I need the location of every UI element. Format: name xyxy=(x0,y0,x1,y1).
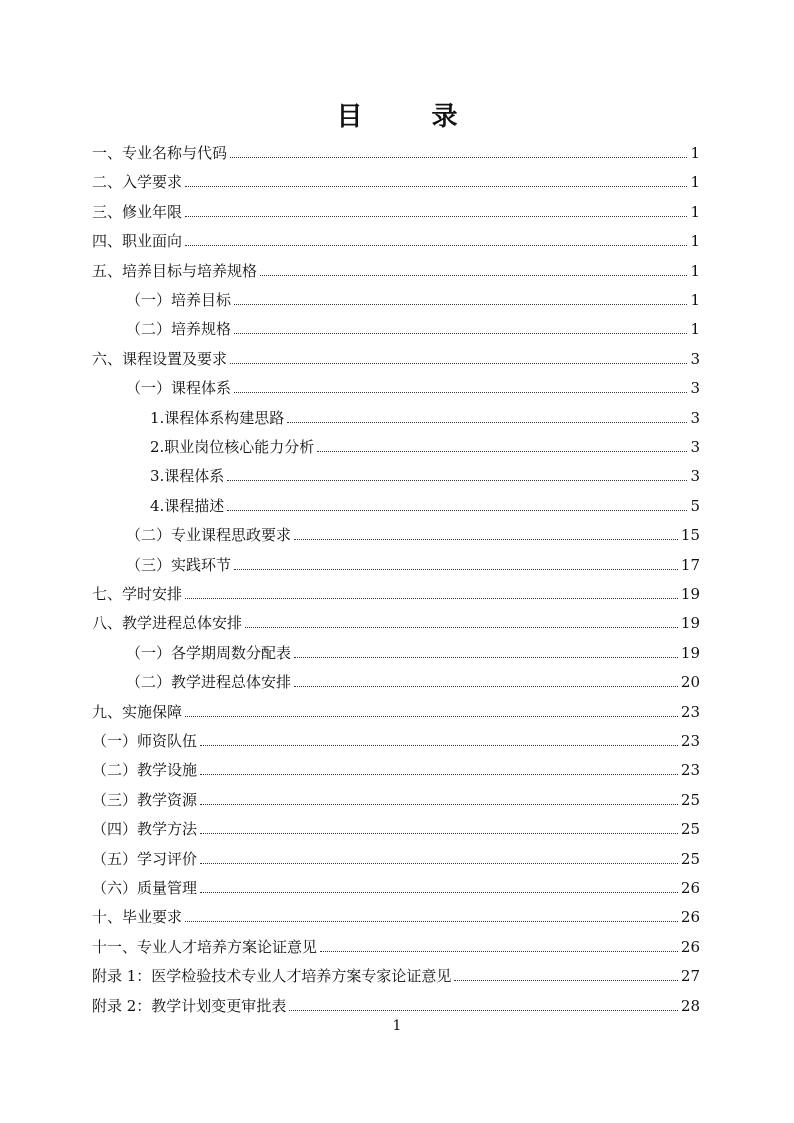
toc-leader-dots xyxy=(200,774,678,775)
toc-entry[interactable] xyxy=(92,788,700,810)
toc-entry[interactable] xyxy=(92,905,700,927)
toc-entry-title: 五、培养目标与培养规格 xyxy=(92,261,258,280)
toc-entry-title: （二）专业课程思政要求 xyxy=(126,526,292,545)
toc-entry-page: 19 xyxy=(680,614,700,633)
toc-entry-page: 3 xyxy=(690,438,700,456)
toc-leader-dots xyxy=(234,304,687,305)
toc-entry-title: （二）培养规格 xyxy=(126,320,232,339)
toc-entry-title: 六、课程设置及要求 xyxy=(92,349,228,368)
toc-entry-page: 25 xyxy=(680,849,700,868)
toc-leader-dots xyxy=(245,627,678,628)
toc-entry-title: （一）师资队伍 xyxy=(92,732,198,750)
toc-entry[interactable] xyxy=(150,435,700,457)
toc-entry-title: 九、实施保障 xyxy=(92,702,183,721)
toc-entry-page: 25 xyxy=(680,820,700,839)
toc-entry-page: 23 xyxy=(680,761,700,780)
toc-entry[interactable] xyxy=(92,582,700,604)
toc-leader-dots xyxy=(454,980,678,981)
toc-entry-page: 3 xyxy=(690,467,700,486)
toc-entry-title: 四、职业面向 xyxy=(92,232,183,251)
toc-entry-page: 23 xyxy=(680,702,700,721)
toc-leader-dots xyxy=(294,539,678,540)
toc-entry[interactable] xyxy=(92,876,700,898)
toc-entry-title: 4.课程描述 xyxy=(150,496,225,515)
toc-leader-dots xyxy=(260,275,687,276)
toc-leader-dots xyxy=(227,480,687,481)
toc-leader-dots xyxy=(234,569,678,570)
toc-entry-page: 26 xyxy=(680,879,700,897)
page-number: 1 xyxy=(392,1018,402,1034)
toc-entry[interactable] xyxy=(150,464,700,486)
toc-entry-page: 26 xyxy=(680,908,700,927)
toc-entry[interactable] xyxy=(150,494,700,516)
toc-entry-title: 十、毕业要求 xyxy=(92,908,183,927)
toc-entry-title: 2.职业岗位核心能力分析 xyxy=(150,438,315,456)
toc-entry[interactable] xyxy=(92,611,700,633)
toc-entry-title: 三、修业年限 xyxy=(92,202,183,221)
toc-leader-dots xyxy=(185,921,678,922)
toc-entry-page: 19 xyxy=(680,643,700,662)
toc-entry-page: 17 xyxy=(680,555,700,574)
toc-entry-page: 15 xyxy=(680,526,700,545)
toc-entry[interactable] xyxy=(126,317,700,339)
toc-entry-page: 1 xyxy=(690,261,700,280)
toc-entry[interactable] xyxy=(126,641,700,663)
toc-entry-page: 19 xyxy=(680,585,700,603)
toc-entry-title: 七、学时安排 xyxy=(92,585,183,603)
toc-leader-dots xyxy=(185,598,678,599)
toc-entry-title: 1.课程体系构建思路 xyxy=(150,408,285,427)
toc-entry-title: （五）学习评价 xyxy=(92,849,198,868)
toc-entry[interactable] xyxy=(126,553,700,575)
toc-entry[interactable] xyxy=(92,141,700,163)
toc-leader-dots xyxy=(230,363,687,364)
toc-entry-title: （四）教学方法 xyxy=(92,820,198,839)
toc-entry-page: 1 xyxy=(690,173,700,192)
toc-entry-page: 1 xyxy=(690,144,700,162)
toc-entry[interactable] xyxy=(92,994,700,1016)
toc-leader-dots xyxy=(185,186,687,187)
toc-entry-title: 十一、专业人才培养方案论证意见 xyxy=(92,937,318,956)
toc-entry[interactable] xyxy=(92,964,700,986)
toc-entry-title: （三）教学资源 xyxy=(92,790,198,809)
toc-entry-title: （六）质量管理 xyxy=(92,879,198,897)
toc-leader-dots xyxy=(227,510,687,511)
toc-entry-page: 3 xyxy=(690,349,700,368)
toc-entry[interactable] xyxy=(92,729,700,751)
toc-leader-dots xyxy=(234,392,687,393)
toc-leader-dots xyxy=(200,892,678,893)
toc-entry-title: 3.课程体系 xyxy=(150,467,225,486)
toc-entry-page: 27 xyxy=(680,967,700,986)
toc-entry[interactable] xyxy=(92,229,700,251)
toc-entry[interactable] xyxy=(92,700,700,722)
toc-leader-dots xyxy=(185,716,678,717)
toc-leader-dots xyxy=(289,1010,678,1011)
toc-entry[interactable] xyxy=(92,935,700,957)
toc-entry-page: 1 xyxy=(690,320,700,339)
toc-entry-page: 1 xyxy=(690,232,700,251)
toc-entry-page: 3 xyxy=(690,379,700,398)
toc-leader-dots xyxy=(200,833,678,834)
toc-entry-page: 23 xyxy=(680,732,700,750)
toc-entry[interactable] xyxy=(150,406,700,428)
toc-entry-title: 附录 1：医学检验技术专业人才培养方案专家论证意见 xyxy=(92,967,452,986)
toc-entry-page: 28 xyxy=(680,996,700,1015)
toc-entry-title: （二）教学进程总体安排 xyxy=(126,673,292,692)
toc-entry-page: 20 xyxy=(680,673,700,692)
toc-leader-dots xyxy=(185,216,687,217)
toc-leader-dots xyxy=(234,333,687,334)
toc-entry[interactable] xyxy=(92,817,700,839)
toc-entry-title: 附录 2：教学计划变更审批表 xyxy=(92,996,287,1015)
toc-entry-title: （三）实践环节 xyxy=(126,555,232,574)
toc-entry-page: 1 xyxy=(690,202,700,221)
toc-entry[interactable] xyxy=(92,758,700,780)
toc-leader-dots xyxy=(230,157,687,158)
toc-entry[interactable] xyxy=(126,670,700,692)
page-title: 目 录 xyxy=(336,102,488,132)
toc-entry-title: 八、教学进程总体安排 xyxy=(92,614,243,633)
toc-entry[interactable] xyxy=(92,200,700,222)
toc-entry-title: （一）培养目标 xyxy=(126,291,232,309)
toc-entry-title: 一、专业名称与代码 xyxy=(92,144,228,162)
toc-entry-page: 1 xyxy=(690,291,700,309)
toc-entry-title: （一）课程体系 xyxy=(126,379,232,398)
toc-entry-title: 二、入学要求 xyxy=(92,173,183,192)
toc-leader-dots xyxy=(317,451,687,452)
toc-entry-title: （一）各学期周数分配表 xyxy=(126,643,292,662)
toc-entry-page: 3 xyxy=(690,408,700,427)
toc-entry-title: （二）教学设施 xyxy=(92,761,198,780)
toc-leader-dots xyxy=(320,951,678,952)
toc-entry[interactable] xyxy=(92,347,700,369)
toc-entry[interactable] xyxy=(126,288,700,310)
toc-leader-dots xyxy=(294,657,678,658)
toc-leader-dots xyxy=(185,245,687,246)
toc-leader-dots xyxy=(287,422,687,423)
toc-leader-dots xyxy=(200,745,678,746)
toc-leader-dots xyxy=(294,686,678,687)
toc-entry-page: 5 xyxy=(690,496,700,515)
toc-leader-dots xyxy=(200,804,678,805)
toc-entry[interactable] xyxy=(126,376,700,398)
toc-entry[interactable] xyxy=(92,259,700,281)
toc-entry-page: 25 xyxy=(680,790,700,809)
toc-entry[interactable] xyxy=(126,523,700,545)
toc-entry-page: 26 xyxy=(680,937,700,956)
toc-entry[interactable] xyxy=(92,847,700,869)
toc-entry[interactable] xyxy=(92,170,700,192)
toc-leader-dots xyxy=(200,863,678,864)
